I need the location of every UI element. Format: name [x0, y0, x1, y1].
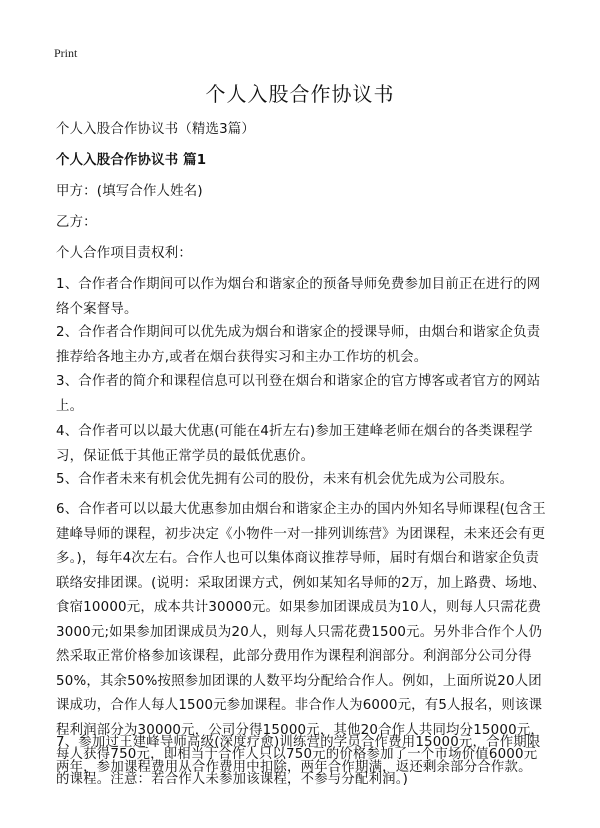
- document-subtitle: 个人入股合作协议书（精选3篇）: [56, 122, 255, 137]
- print-link[interactable]: Print: [54, 46, 78, 60]
- clause-3: 3、合作者的简介和课程信息可以刊登在烟台和谐家企的官方博客或者官方的网站上。: [56, 374, 541, 414]
- clause-6: 6、合作者可以以最大优惠参加由烟台和谐家企主办的国内外知名导师课程(包含王建峰导师的课程，初步决定《小物件一对一排列训练营》为团课程，未来还会有更多。)，每年4次左右。合作人也可以集体商议推荐导师，届时有烟台和谐家企负责联络安排团课。(说明：采取团课方式，例如某知名导师的2万，加上路费、场地、食宿10000元，成本共计30000元。如果参加团课成员为10人，则每人只需花费3000元;如果参加团课成员为20人，则每人只需花费1500元。另外非合作个人仍然采取正常价格参加该课程，此部分费用作为课程利润部分。利润部分公司分得50%，其余50%按照参加团课的人数平均分配给合作人。例如，上面所说20人团课成功，合作人每人1500元参加课程。非合作人为6000元，有5人报名，则该课程利润部分为30000元，公司分得15000元，其他20合作人共同均分15000元，每人获得750元，即相当于合作人只以750元的价格参加了一个市场价值6000元的课程。注意：若合作人未参加该课程，不参与分配利润。): [56, 502, 546, 787]
- rights-heading: 个人合作项目责权利：: [56, 246, 192, 261]
- document-title: 个人入股合作协议书: [205, 82, 395, 106]
- clause-4: 4、合作者可以以最大优惠(可能在4折左右)参加王建峰老师在烟台的各类课程学习，保证低于其他正常学员的最低优惠价。: [56, 424, 533, 464]
- section-heading: 个人入股合作协议书 篇1: [56, 153, 207, 168]
- clause-5: 5、合作者未来有机会优先拥有公司的股份，未来有机会优先成为公司股东。: [56, 472, 514, 487]
- party-b: 乙方：: [56, 215, 97, 230]
- clause-2: 2、合作者合作期间可以优先成为烟台和谐家企的授课导师，由烟台和谐家企负责推荐给各地主办方,或者在烟台获得实习和主办工作坊的机会。: [56, 325, 541, 365]
- clause-7: 7、参加过王建峰导师高级(深度疗愈)训练营的学员合作费用15000元，合作期限两年，参加课程费用从合作费用中扣除，两年合作期满，返还剩余部分合作款。: [56, 735, 541, 775]
- clause-1: 1、合作者合作期间可以作为烟台和谐家企的预备导师免费参加目前正在进行的网络个案督导。: [56, 277, 541, 317]
- party-a: 甲方：(填写合作人姓名): [56, 184, 203, 199]
